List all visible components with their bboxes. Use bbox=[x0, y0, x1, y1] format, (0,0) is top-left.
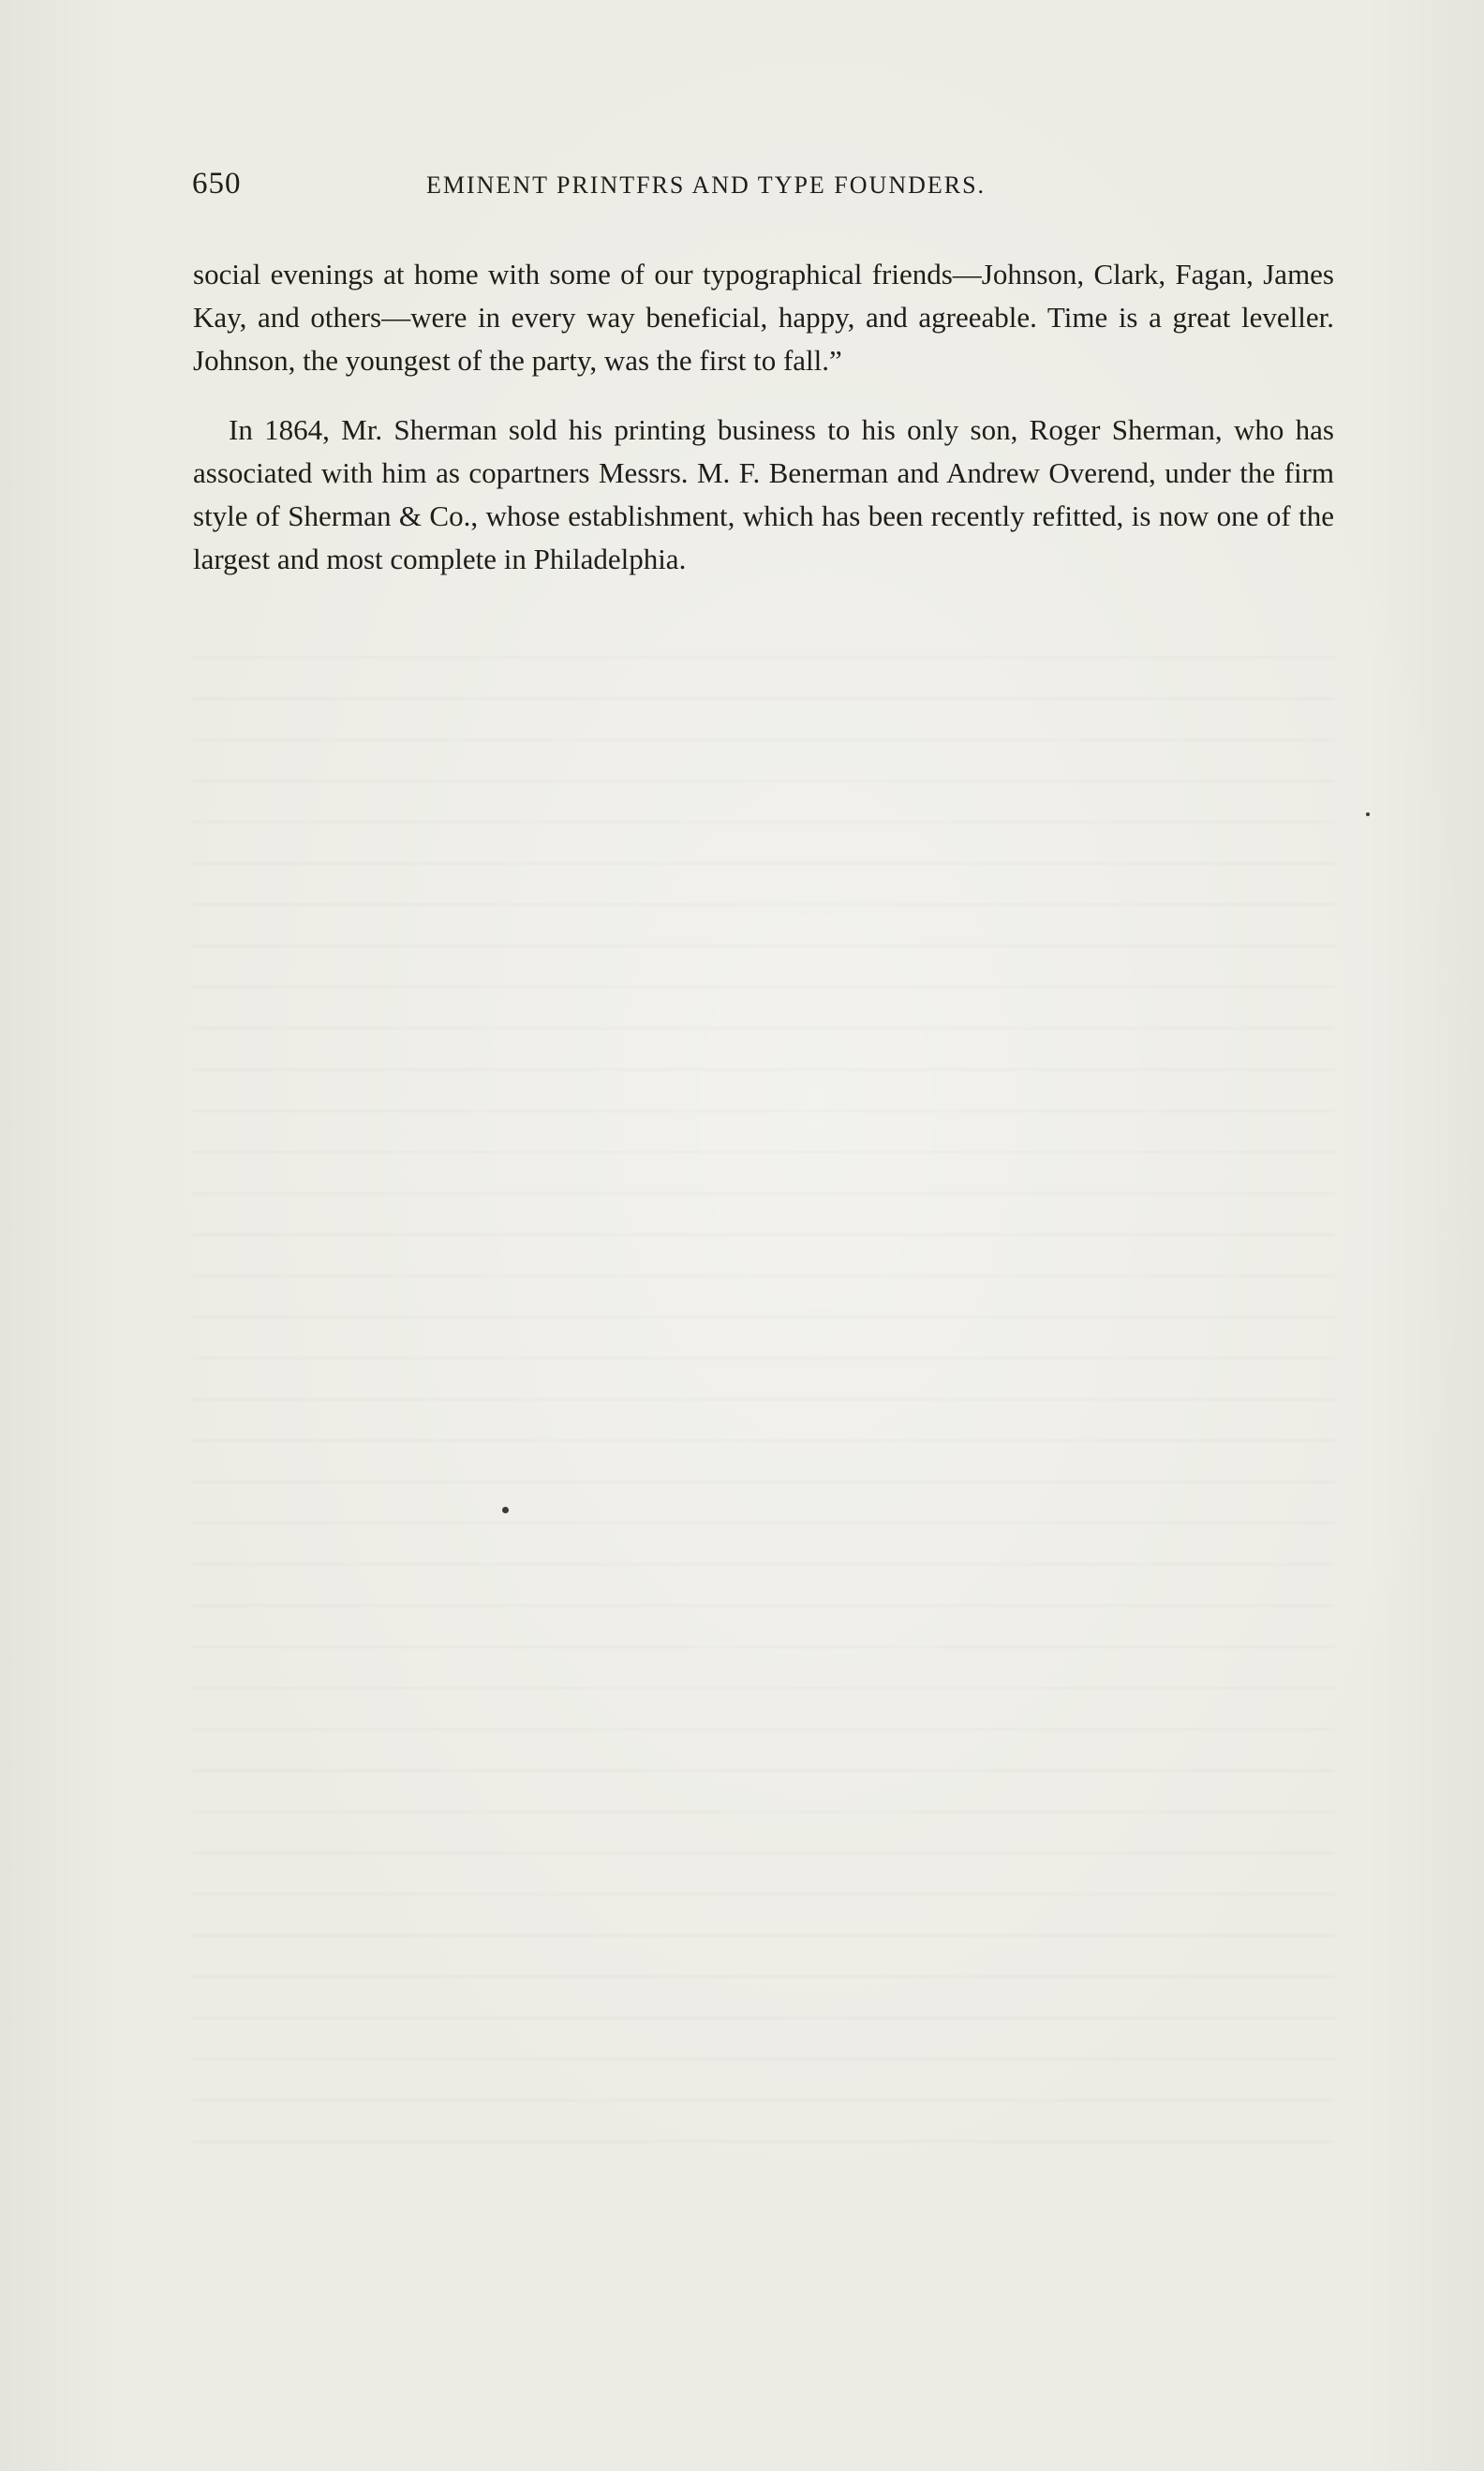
page-header bbox=[192, 167, 1335, 208]
running-head: EMINENT PRINTFRS AND TYPE FOUNDERS. bbox=[426, 171, 987, 199]
body-text bbox=[193, 253, 1334, 581]
bleed-through-texture bbox=[192, 656, 1335, 2174]
paragraph-continued: social evenings at home with some of our typographical friends—Johnson, Clark, Fagan, James Kay, and others—were in every way beneficial, happy, and agreeable. Time is a great leveller. Johnson, the youngest of the party, was the first to fall.” bbox=[193, 258, 1334, 377]
paragraph-sherman: In 1864, Mr. Sherman sold his printing business to his only son, Roger Sherman, who has associated with him as copartners Messrs. M. F. Benerman and Andrew Overend, under the firm style of Sherman & Co., whose establishment, which has been recently refitted, is now one of the largest and most complete in Philadelphia. bbox=[193, 413, 1334, 575]
ink-speck bbox=[1366, 812, 1370, 816]
page-number: 650 bbox=[192, 167, 242, 201]
ink-speck bbox=[502, 1507, 509, 1513]
